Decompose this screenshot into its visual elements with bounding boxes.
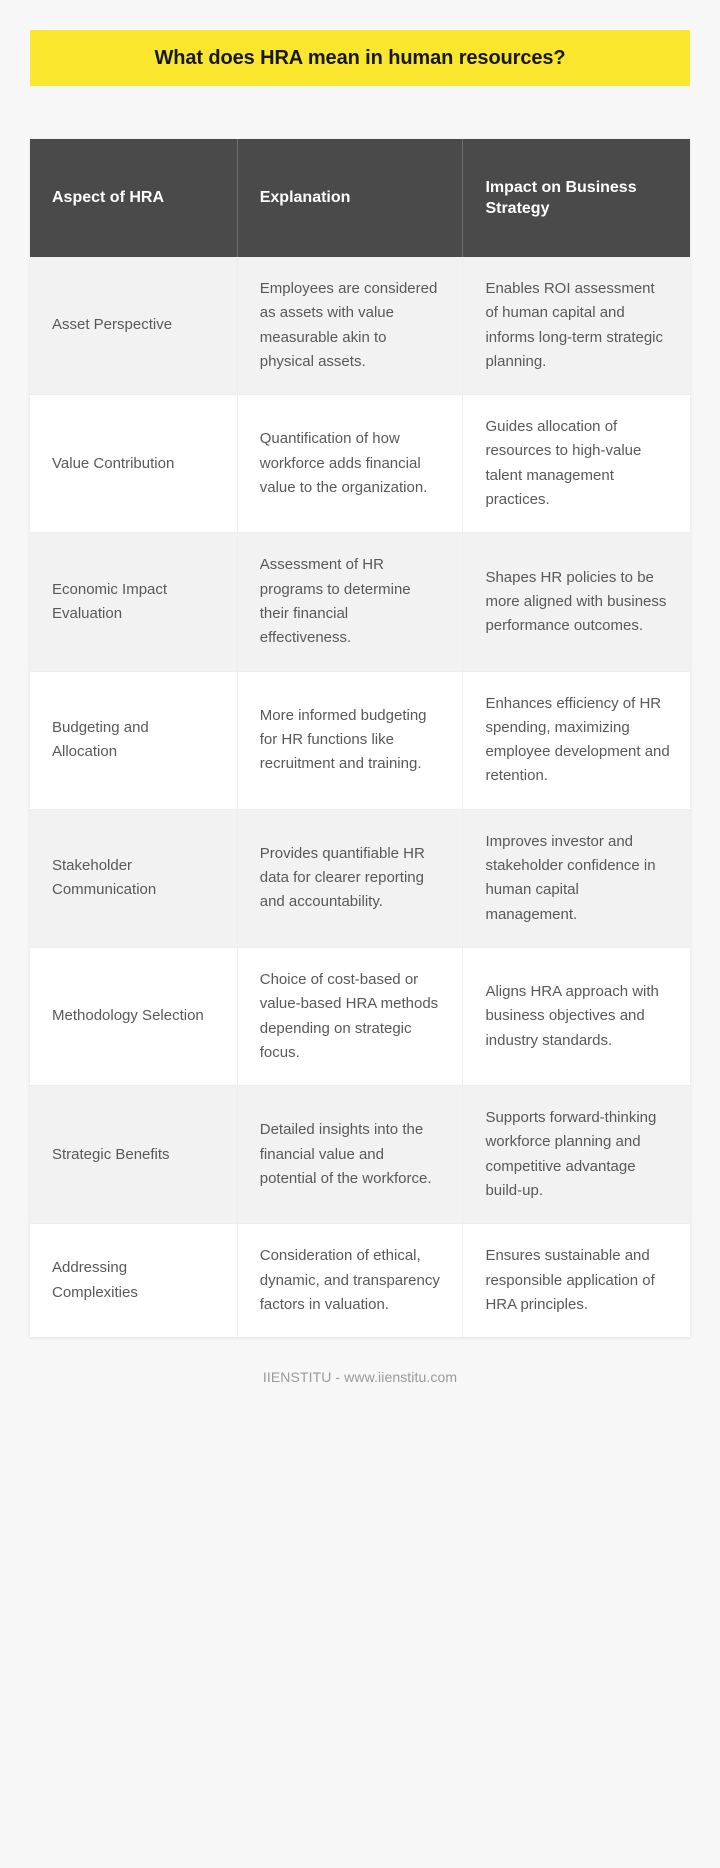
cell-impact: Ensures sustainable and responsible application of HRA principles. [463, 1224, 690, 1337]
hra-table [30, 139, 690, 1337]
cell-aspect: Economic Impact Evaluation [30, 533, 237, 671]
cell-explanation: Employees are considered as assets with value measurable akin to physical assets. [237, 257, 463, 395]
footer [30, 1369, 690, 1387]
cell-explanation: More informed budgeting for HR functions like recruitment and training. [237, 671, 463, 809]
column-header-impact: Impact on Business Strategy [463, 139, 690, 257]
cell-explanation: Choice of cost-based or value-based HRA methods depending on strategic focus. [237, 947, 463, 1085]
table-row [30, 395, 690, 533]
table-row [30, 533, 690, 671]
cell-impact: Aligns HRA approach with business objectives and industry standards. [463, 947, 690, 1085]
cell-explanation: Detailed insights into the financial value and potential of the workforce. [237, 1086, 463, 1224]
title-banner [30, 30, 690, 86]
cell-impact: Supports forward-thinking workforce planning and competitive advantage build-up. [463, 1086, 690, 1224]
table-header-row [30, 139, 690, 257]
cell-explanation: Assessment of HR programs to determine their financial effectiveness. [237, 533, 463, 671]
table-row [30, 671, 690, 809]
column-header-explanation: Explanation [237, 139, 463, 257]
table-header [30, 139, 690, 257]
table-row [30, 1224, 690, 1337]
table-row [30, 1086, 690, 1224]
page-title: What does HRA mean in human resources? [154, 47, 566, 69]
hra-table-container [30, 139, 690, 1337]
cell-explanation: Consideration of ethical, dynamic, and transparency factors in valuation. [237, 1224, 463, 1337]
cell-impact: Improves investor and stakeholder confidence in human capital management. [463, 809, 690, 947]
table-row [30, 809, 690, 947]
cell-aspect: Strategic Benefits [30, 1086, 237, 1224]
cell-impact: Guides allocation of resources to high-value talent management practices. [463, 395, 690, 533]
cell-explanation: Provides quantifiable HR data for clearer reporting and accountability. [237, 809, 463, 947]
cell-impact: Shapes HR policies to be more aligned with business performance outcomes. [463, 533, 690, 671]
cell-impact: Enables ROI assessment of human capital and informs long-term strategic planning. [463, 257, 690, 395]
cell-aspect: Stakeholder Communication [30, 809, 237, 947]
cell-aspect: Methodology Selection [30, 947, 237, 1085]
table-row [30, 947, 690, 1085]
footer-attribution: IIENSTITU - www.iienstitu.com [262, 1369, 458, 1386]
table-row [30, 257, 690, 395]
cell-explanation: Quantification of how workforce adds financial value to the organization. [237, 395, 463, 533]
cell-aspect: Value Contribution [30, 395, 237, 533]
column-header-aspect: Aspect of HRA [30, 139, 237, 257]
cell-aspect: Asset Perspective [30, 257, 237, 395]
cell-aspect: Budgeting and Allocation [30, 671, 237, 809]
cell-aspect: Addressing Complexities [30, 1224, 237, 1337]
cell-impact: Enhances efficiency of HR spending, maximizing employee development and retention. [463, 671, 690, 809]
table-body [30, 257, 690, 1337]
